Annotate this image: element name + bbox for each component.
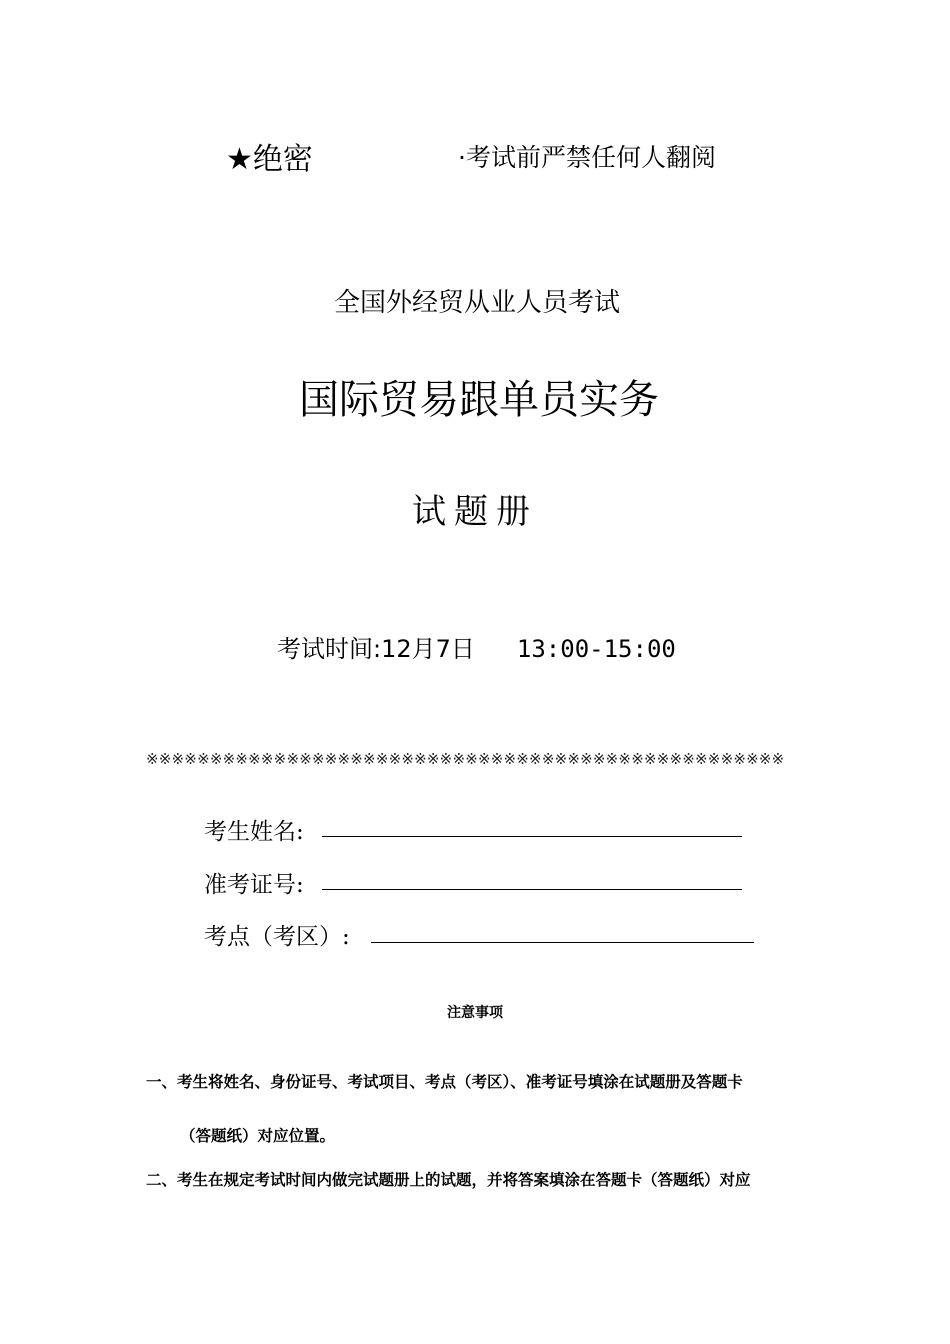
booklet-title: 试题册 <box>412 492 538 532</box>
admission-number-label: 准考证号: <box>204 872 304 898</box>
notice-title: 注意事项 <box>447 1005 503 1021</box>
exam-site-label: 考点（考区）: <box>204 924 350 950</box>
exam-hours: 13:00-15:00 <box>516 635 676 663</box>
classification-label: ★绝密 <box>226 142 313 177</box>
candidate-name-line[interactable] <box>322 836 742 837</box>
reference-mark-divider: ※※※※※※※※※※※※※※※※※※※※※※※※※※※※※※※※※※※※※※※※※※※※※※※※※※ <box>146 750 785 768</box>
subject-title: 国际贸易跟单员实务 <box>299 377 659 423</box>
candidate-name-label: 考生姓名: <box>204 819 304 845</box>
notice-item-1-line-1: 一、考生将姓名、身份证号、考试项目、考点（考区）、准考证号填涂在试题册及答题卡 <box>146 1072 743 1091</box>
notice-item-2-line-1: 二、考生在规定考试时间内做完试题册上的试题，并将答案填涂在答题卡（答题纸）对应 <box>146 1170 751 1189</box>
exam-time <box>277 629 676 664</box>
notice-item-1-line-2: （答题纸）对应位置。 <box>180 1126 336 1145</box>
exam-site-line[interactable] <box>371 942 754 943</box>
exam-name: 全国外经贸从业人员考试 <box>333 288 620 318</box>
admission-number-line[interactable] <box>322 889 742 890</box>
no-preview-warning: ·考试前严禁任何人翻阅 <box>458 143 716 172</box>
exam-date: 考试时间:12月7日 <box>277 635 475 663</box>
